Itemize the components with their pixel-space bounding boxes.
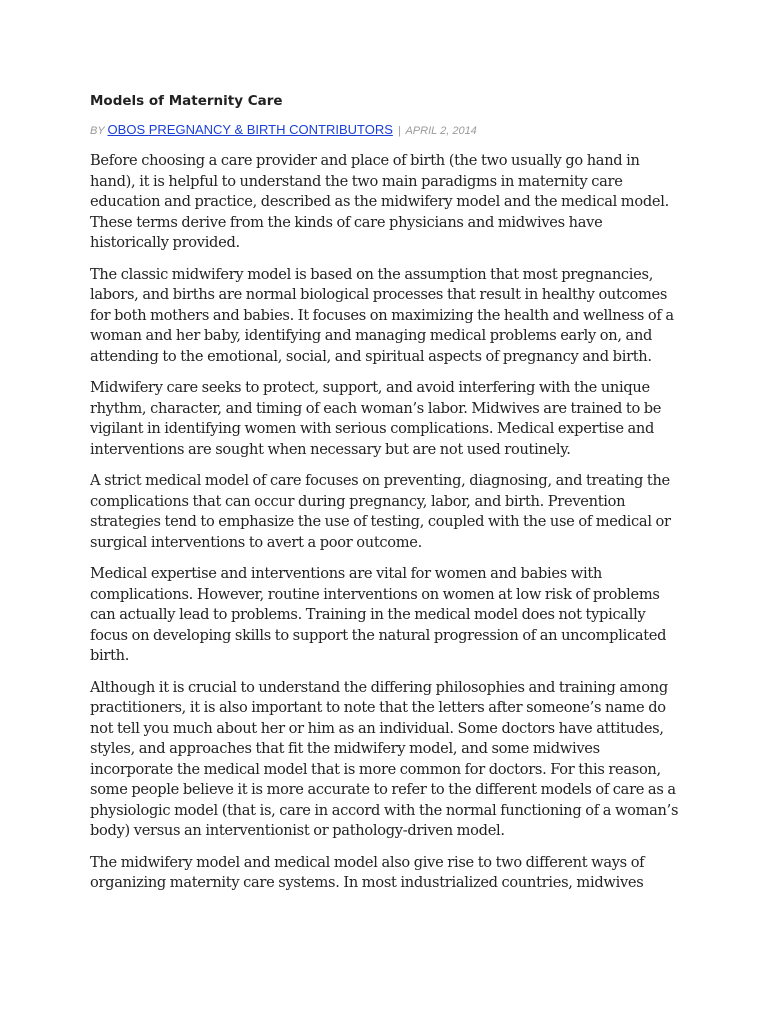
paragraph-2: The classic midwifery model is based on the assumption that most pregnancies, labors, and births are normal biological processes that result in healthy outcomes for both mothers and babies. It focuses on maximizing the health and wellness of a woman and her baby, identifying and managing medical problems early on, and attending to the emotional, social, and spiritual aspects of pregnancy and birth.	[90, 265, 674, 365]
article	[90, 92, 680, 905]
byline-separator: |	[397, 125, 401, 137]
paragraph-3: Midwifery care seeks to protect, support, and avoid interfering with the unique rhythm, character, and timing of each woman’s labor. Midwives are trained to be vigilant in identifying women with serious complications. Medical expertise and interventions are sought when necessary but are not used routinely.	[90, 379, 662, 458]
article-byline	[90, 122, 680, 139]
paragraph-4: A strict medical model of care focuses on preventing, diagnosing, and treating the complications that can occur during pregnancy, labor, and birth. Prevention strategies tend to emphasize the use of testing, coupled with the use of medical or surgical interventions to avert a poor outcome.	[90, 472, 671, 551]
paragraph-1: Before choosing a care provider and place of birth (the two usually go hand in hand), it is helpful to understand the two main paradigms in maternity care education and practice, described as the midwifery model and the medical model. These terms derive from the kinds of care physicians and midwives have historically provided.	[90, 152, 669, 251]
paragraph-6: Although it is crucial to understand the differing philosophies and training among practitioners, it is also important to note that the letters after someone’s name do not tell you much about her or him as an individual. Some doctors have attitudes, styles, and approaches that fit the midwifery model, and some midwives incorporate the medical model that is more common for doctors. For this reason, some people believe it is more accurate to refer to the different models of care as a physiologic model (that is, care in accord with the normal functioning of a woman’s body) versus an interventionist or pathology-driven model.	[90, 678, 679, 839]
paragraph-7: The midwifery model and medical model also give rise to two different ways of organizing maternity care systems. In most industrialized countries, midwives	[90, 853, 645, 891]
byline-by: BY	[90, 125, 105, 137]
paragraph-5: Medical expertise and interventions are vital for women and babies with complications. However, routine interventions on women at low risk of problems can actually lead to problems. Training in the medical model does not typically focus on developing skills to support the natural progression of an uncomplicated birth.	[90, 565, 667, 664]
article-title: Models of Maternity Care	[90, 93, 283, 109]
author-link[interactable]: OBOS PREGNANCY & BIRTH CONTRIBUTORS	[107, 122, 393, 137]
publish-date: APRIL 2, 2014	[405, 125, 477, 137]
